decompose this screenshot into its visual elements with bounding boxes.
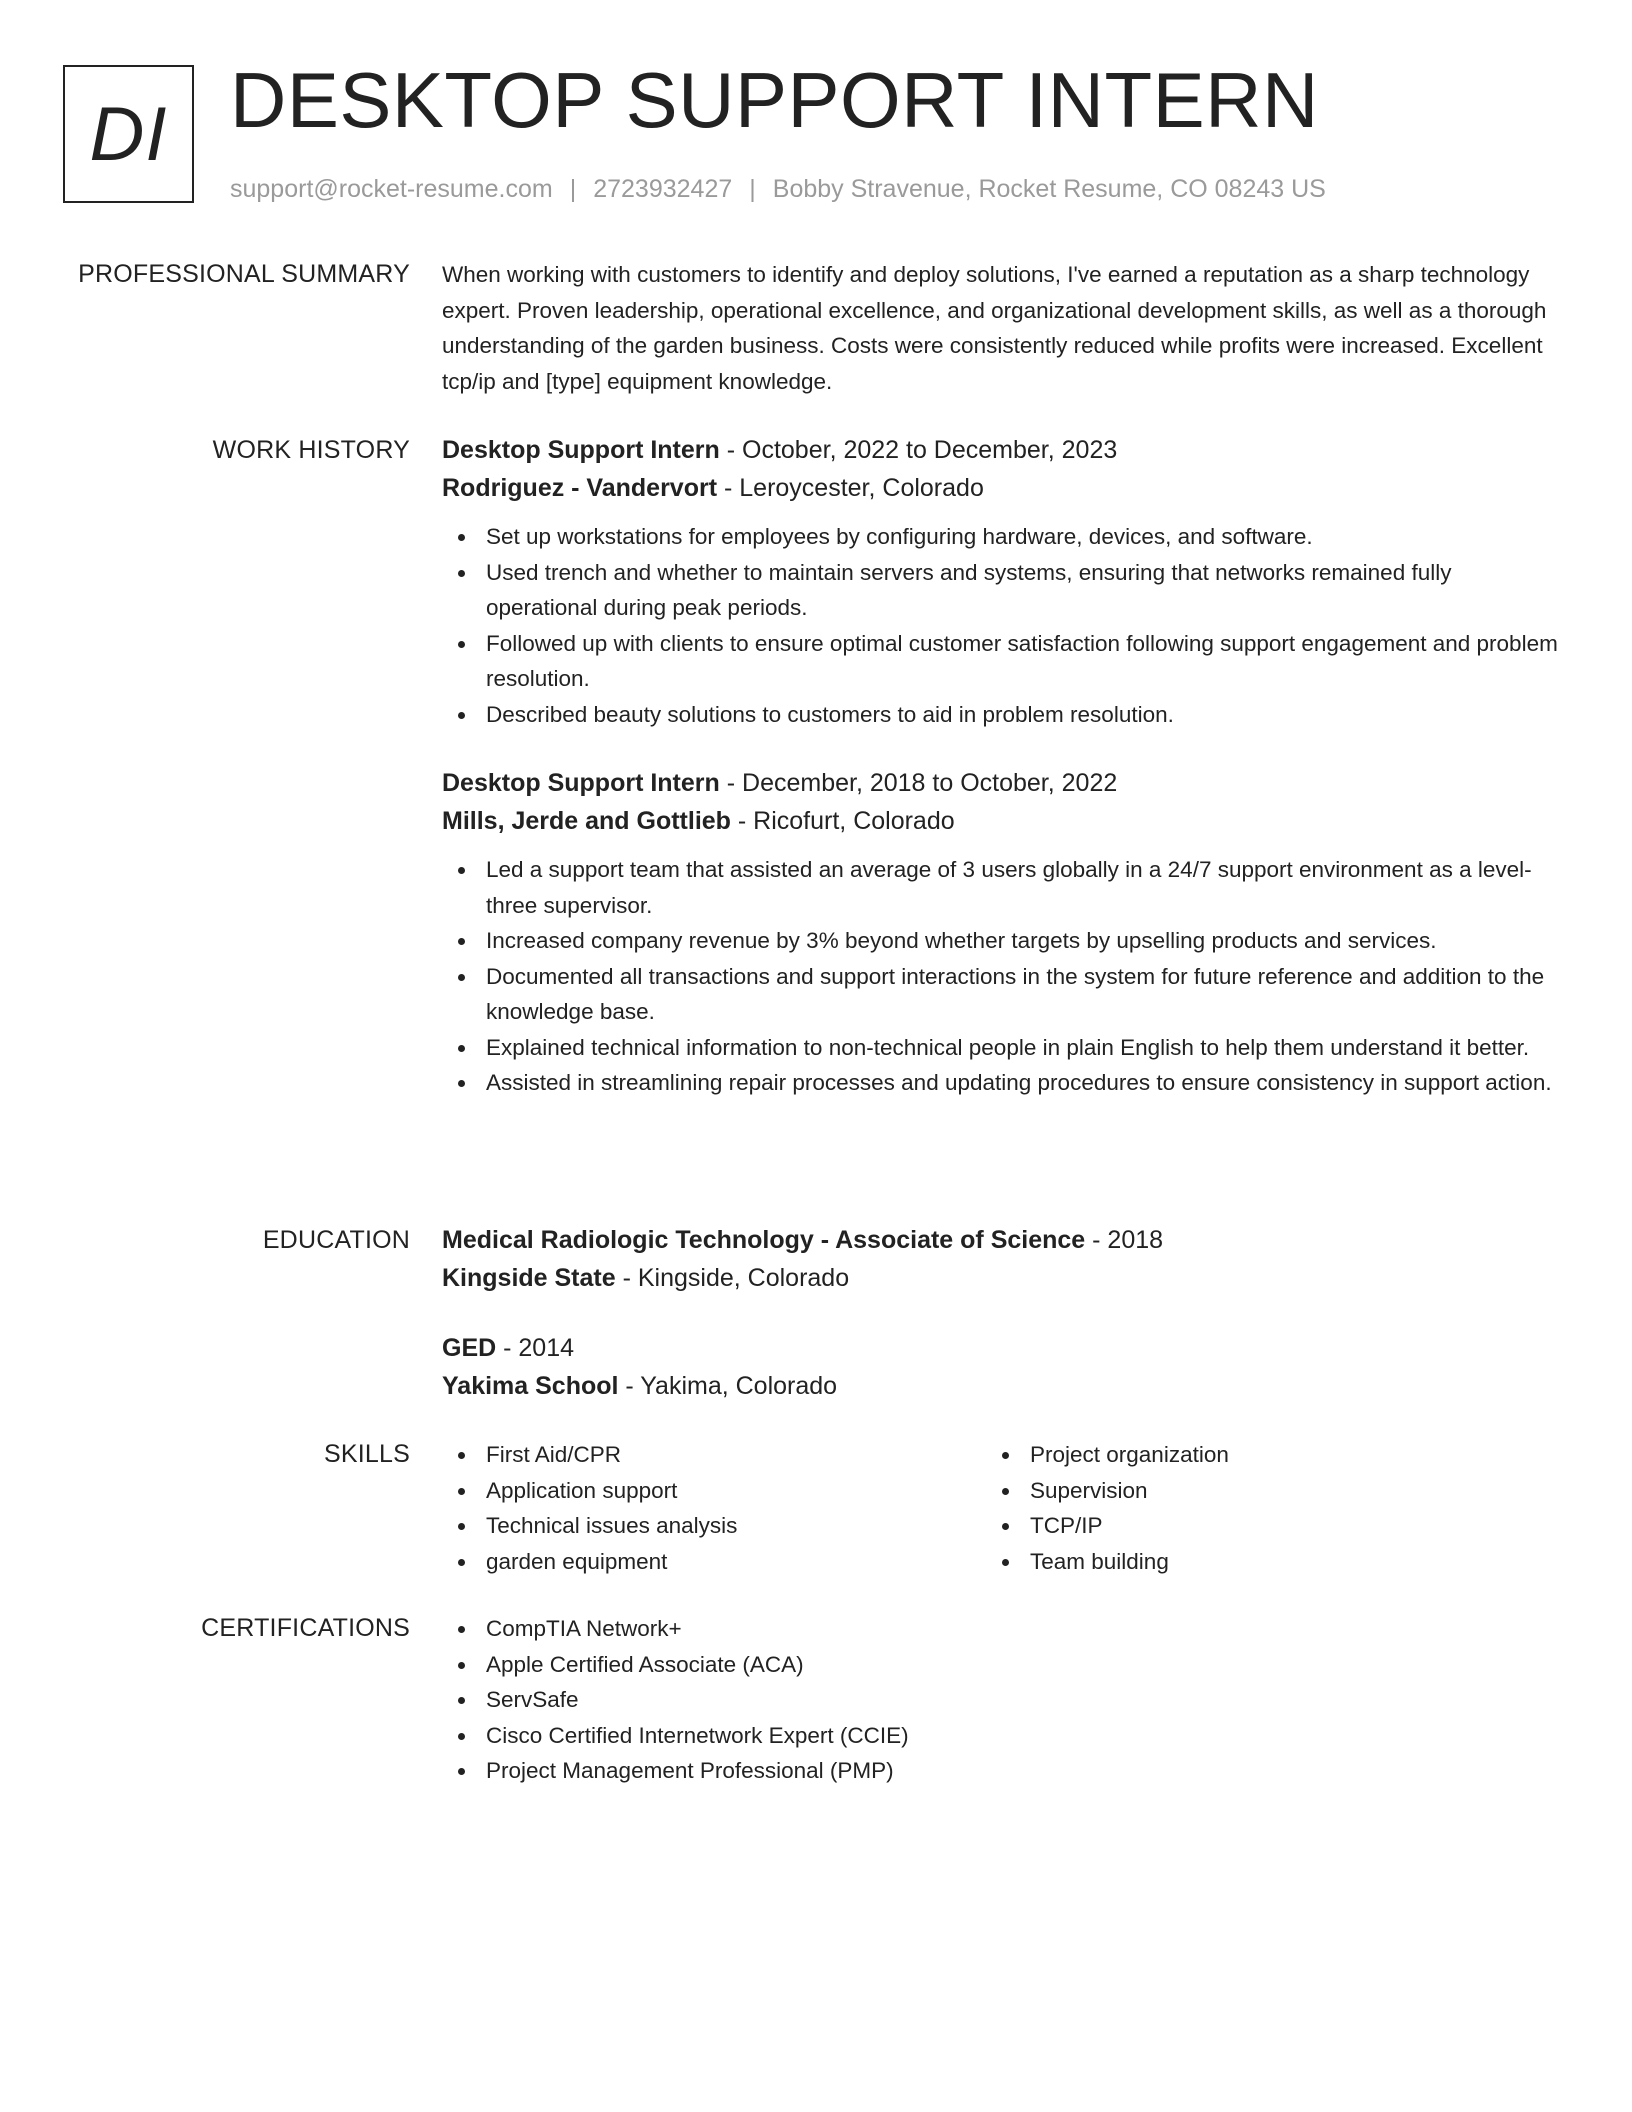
skill-item: TCP/IP [986,1508,1530,1544]
certification-item: Project Management Professional (PMP) [442,1753,1562,1789]
education-location: - Kingside, Colorado [615,1263,850,1292]
skill-item: garden equipment [442,1544,986,1580]
education-degree-line [442,1222,1562,1260]
job-entry [442,432,1562,732]
section-label-skills: SKILLS [324,1440,410,1468]
job-bullet: Documented all transactions and support interactions in the system for future reference and addition to the knowledge base. [442,959,1562,1030]
job-bullet: Used trench and whether to maintain servers and systems, ensuring that networks remained fully operational during peak periods. [442,555,1562,626]
skills-body [442,1437,1562,1579]
job-bullet: Described beauty solutions to customers to aid in problem resolution. [442,697,1562,733]
contact-line [230,172,1326,207]
work-history-body [442,432,1562,1101]
skills-list-left [442,1437,986,1579]
contact-separator: | [569,175,577,203]
education-school: Yakima School [442,1371,619,1400]
job-bullet: Set up workstations for employees by configuring hardware, devices, and software. [442,519,1562,555]
skill-item: Application support [442,1473,986,1509]
monogram-initials: DI [89,91,168,177]
education-body [442,1222,1562,1405]
certification-item: CompTIA Network+ [442,1611,1562,1647]
skill-item: Supervision [986,1473,1530,1509]
section-label-work-history: WORK HISTORY [212,436,410,464]
job-bullets [442,852,1562,1101]
job-title-line [442,432,1562,470]
skills-list-right [986,1437,1530,1579]
job-company-line [442,470,1562,508]
contact-separator: | [749,175,756,203]
job-company: Rodriguez - Vandervort [442,473,718,502]
job-bullet: Assisted in streamlining repair processes and updating procedures to ensure consistency in support action. [442,1065,1562,1101]
summary-text: When working with customers to identify and deploy solutions, I've earned a reputation as a sharp technology expert. Proven leadership, operational excellence, and organizational development skills, as well as a thorough understanding of the garden business. Costs were consistently reduced while profits were increased. Excellent tcp/ip and [type] equipment knowledge. [442,262,1547,394]
summary-body [442,257,1562,399]
contact-address: Bobby Stravenue, Rocket Resume, CO 08243 US [772,175,1326,203]
section-label-summary: PROFESSIONAL SUMMARY [78,260,410,288]
skill-item: Project organization [986,1437,1530,1473]
education-degree: GED [442,1334,497,1362]
education-year: - 2018 [1085,1226,1164,1254]
certification-item: ServSafe [442,1682,1562,1718]
job-bullet: Led a support team that assisted an average of 3 users globally in a 24/7 support environment as a level-three supervisor. [442,852,1562,923]
job-location: - Leroycester, Colorado [717,473,984,502]
job-title: Desktop Support Intern [442,436,720,464]
education-location: - Yakima, Colorado [618,1371,838,1400]
job-location: - Ricofurt, Colorado [730,806,955,835]
skill-item: Technical issues analysis [442,1508,986,1544]
job-company-line [442,803,1562,841]
education-entry [442,1222,1562,1297]
education-school-line [442,1260,1562,1298]
certifications-list [442,1611,1562,1789]
page-title: DESKTOP SUPPORT INTERN [230,56,1319,144]
education-entry [442,1330,1562,1405]
contact-phone: 2723932427 [593,175,733,203]
education-school-line [442,1368,1562,1406]
job-bullet: Increased company revenue by 3% beyond whether targets by upselling products and services. [442,923,1562,959]
education-school: Kingside State [442,1263,616,1292]
education-degree: Medical Radiologic Technology - Associate of Science [442,1226,1086,1254]
certifications-body [442,1611,1562,1789]
job-dates: - December, 2018 to October, 2022 [719,769,1118,797]
skill-item: First Aid/CPR [442,1437,986,1473]
job-company: Mills, Jerde and Gottlieb [442,806,731,835]
section-label-education: EDUCATION [262,1226,410,1254]
certification-item: Apple Certified Associate (ACA) [442,1647,1562,1683]
education-year: - 2014 [496,1334,575,1362]
certification-item: Cisco Certified Internetwork Expert (CCIE) [442,1718,1562,1754]
education-degree-line [442,1330,1562,1368]
job-title-line [442,765,1562,803]
job-bullet: Followed up with clients to ensure optimal customer satisfaction following support engagement and problem resolution. [442,626,1562,697]
skill-item: Team building [986,1544,1530,1580]
job-bullets [442,519,1562,732]
skills-columns [442,1437,1562,1579]
section-label-certifications: CERTIFICATIONS [201,1614,410,1642]
job-title: Desktop Support Intern [442,769,720,797]
monogram-box [63,65,194,203]
job-entry [442,765,1562,1101]
job-bullet: Explained technical information to non-technical people in plain English to help them understand it better. [442,1030,1562,1066]
contact-email: support@rocket-resume.com [230,175,553,203]
job-dates: - October, 2022 to December, 2023 [719,436,1118,464]
